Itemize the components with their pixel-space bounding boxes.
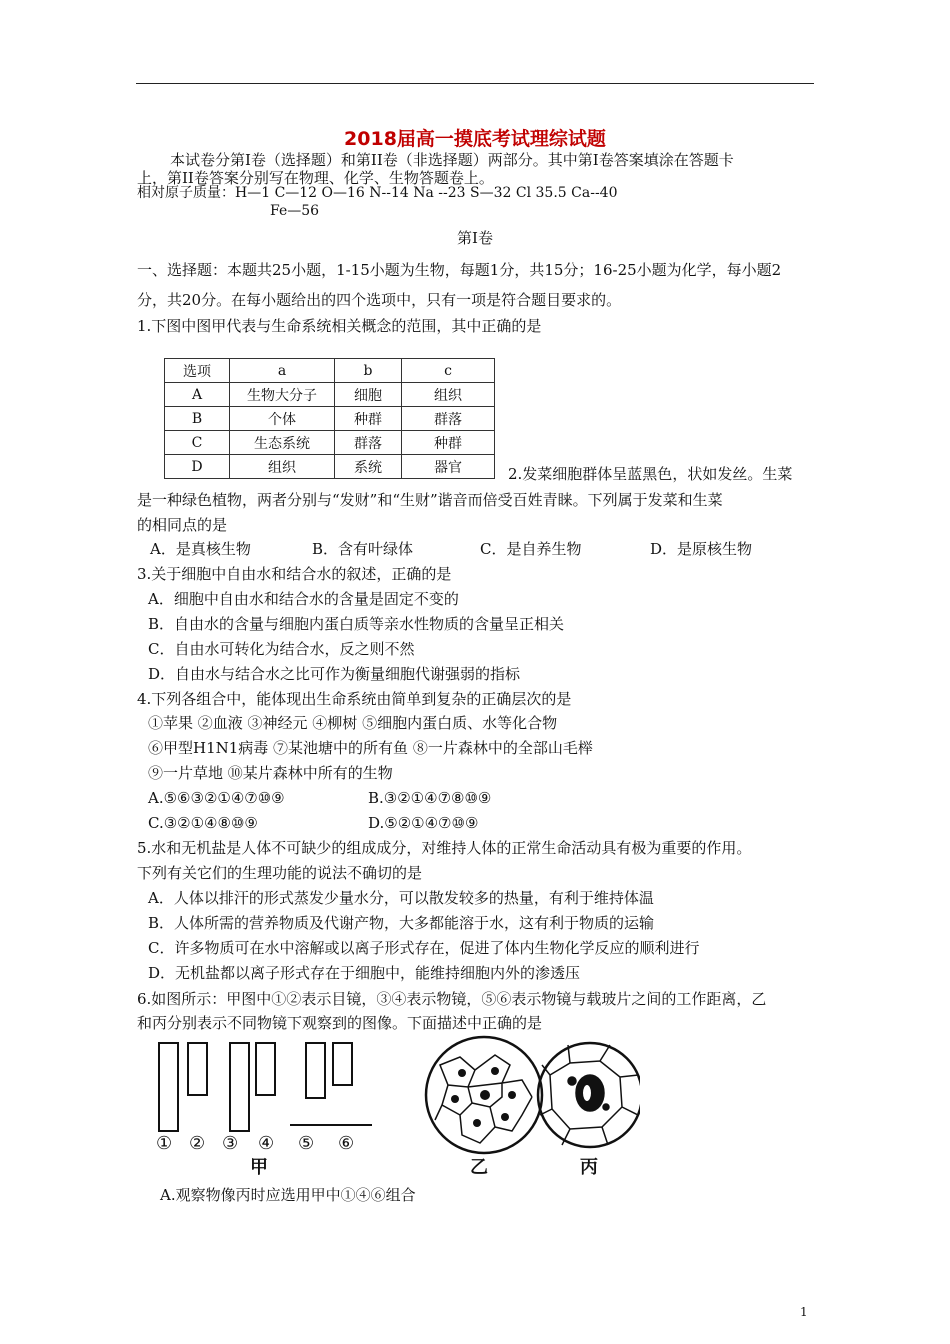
q4-items-line-1: ①苹果 ②血液 ③神经元 ④柳树 ⑤细胞内蛋白质、水等化合物 xyxy=(148,714,558,732)
label-bing: 丙 xyxy=(580,1157,598,1177)
q4-option-d: D.⑤②①④⑦⑩⑨ xyxy=(368,814,479,832)
table-cell: 组织 xyxy=(402,383,495,407)
instructions-line-1: 一、选择题：本题共25小题，1-15小题为生物，每题1分，共15分；16-25小题为化学，每小题2 xyxy=(137,261,782,279)
intro-line-2: 上，第II卷答案分别写在物理、化学、生物答题卷上。 xyxy=(137,169,494,187)
q2-stem-line-2: 是一种绿色植物，两者分别与“发财”和“生财”谐音而倍受百姓青睐。下列属于发菜和生菜 xyxy=(137,491,723,509)
q2-option-a: A．是真核生物 xyxy=(150,540,251,558)
instructions-line-2: 分，共20分。在每小题给出的四个选项中，只有一项是符合题目要求的。 xyxy=(137,291,622,309)
q2-option-c: C．是自养生物 xyxy=(480,540,582,558)
label-num-6: ⑥ xyxy=(338,1133,355,1154)
q5-stem-line-2: 下列有关它们的生理功能的说法不确切的是 xyxy=(137,864,423,882)
q3-option-a: A．细胞中自由水和结合水的含量是固定不变的 xyxy=(148,590,459,608)
table-cell: B xyxy=(165,407,230,431)
label-jia: 甲 xyxy=(250,1157,268,1177)
eyepiece-1 xyxy=(159,1043,178,1131)
label-yi: 乙 xyxy=(470,1157,488,1177)
q6-stem-line-1: 6.如图所示：甲图中①②表示目镜，③④表示物镜，⑤⑥表示物镜与载玻片之间的工作距离，乙 xyxy=(137,990,767,1008)
q4-items-line-2: ⑥甲型H1N1病毒 ⑦某池塘中的所有鱼 ⑧一片森林中的全部山毛榉 xyxy=(148,739,593,757)
table-header-cell: c xyxy=(402,359,495,383)
q6-stem-line-2: 和丙分别表示不同物镜下观察到的图像。下面描述中正确的是 xyxy=(137,1014,543,1032)
eyepiece-2 xyxy=(188,1043,207,1095)
table-row xyxy=(165,455,495,479)
table-cell: 组织 xyxy=(230,455,335,479)
q4-option-c: C.③②①④⑧⑩⑨ xyxy=(148,814,258,832)
objective-4 xyxy=(256,1043,275,1095)
microscope-figure xyxy=(150,1035,640,1177)
label-num-2: ② xyxy=(189,1133,206,1154)
table-row xyxy=(165,431,495,455)
table-row xyxy=(165,383,495,407)
lens-diagram xyxy=(159,1043,372,1131)
q5-option-a: A．人体以排汗的形式蒸发少量水分，可以散发较多的热量，有利于维持体温 xyxy=(148,889,654,907)
table-header-cell: 选项 xyxy=(165,359,230,383)
table-cell: 细胞 xyxy=(335,383,402,407)
q4-items-line-3: ⑨一片草地 ⑩某片森林中所有的生物 xyxy=(148,764,393,782)
label-num-5: ⑤ xyxy=(298,1133,315,1154)
label-num-1: ① xyxy=(156,1133,173,1154)
table-header-row xyxy=(165,359,495,383)
q2-stem-line-3: 的相同点的是 xyxy=(137,516,228,534)
table-cell: C xyxy=(165,431,230,455)
header-rule xyxy=(136,83,814,84)
table-cell: D xyxy=(165,455,230,479)
q1-stem: 1.下图中图甲代表与生命系统相关概念的范围，其中正确的是 xyxy=(137,317,542,335)
q3-stem: 3.关于细胞中自由水和结合水的叙述，正确的是 xyxy=(137,565,452,583)
table-row xyxy=(165,407,495,431)
q4-option-b: B.③②①④⑦⑧⑩⑨ xyxy=(368,789,492,807)
image-bing xyxy=(538,1043,640,1147)
q5-option-b: B．人体所需的营养物质及代谢产物，大多都能溶于水，这有利于物质的运输 xyxy=(148,914,655,932)
working-distance-6 xyxy=(333,1043,352,1085)
table-cell: 种群 xyxy=(335,407,402,431)
table-cell: 群落 xyxy=(335,431,402,455)
q4-option-a: A.⑤⑥③②①④⑦⑩⑨ xyxy=(148,789,285,807)
q4-stem: 4.下列各组合中，能体现出生命系统由简单到复杂的正确层次的是 xyxy=(137,690,572,708)
label-num-4: ④ xyxy=(258,1133,275,1154)
q6-option-a: A.观察物像丙时应选用甲中①④⑥组合 xyxy=(160,1186,416,1204)
q2-option-d: D．是原核生物 xyxy=(650,540,753,558)
table-cell: 个体 xyxy=(230,407,335,431)
q2-option-b: B．含有叶绿体 xyxy=(312,540,414,558)
table-cell: 系统 xyxy=(335,455,402,479)
table-cell: 器官 xyxy=(402,455,495,479)
table-header-cell: b xyxy=(335,359,402,383)
table-cell: 生态系统 xyxy=(230,431,335,455)
q2-stem-line-1: 2.发菜细胞群体呈蓝黑色，状如发丝。生菜 xyxy=(508,465,793,483)
q5-option-d: D．无机盐都以离子形式存在于细胞中，能维持细胞内外的渗透压 xyxy=(148,964,581,982)
label-num-3: ③ xyxy=(222,1133,239,1154)
table-cell: 生物大分子 xyxy=(230,383,335,407)
page-number: 1 xyxy=(800,1305,808,1319)
intro-line-1: 本试卷分第Ⅰ卷（选择题）和第II卷（非选择题）两部分。其中第Ⅰ卷答案填涂在答题卡 xyxy=(170,151,734,169)
atomic-masses-fe: Fe—56 xyxy=(270,203,320,219)
atomic-masses: 相对原子质量：H—1 C—12 O—16 N--14 Na --23 S—32 Cl 35.5 Ca--40 xyxy=(137,185,618,201)
exam-title: 2018届高一摸底考试理综试题 xyxy=(344,128,606,150)
q1-options-table xyxy=(164,358,495,479)
table-cell: 种群 xyxy=(402,431,495,455)
table-cell: A xyxy=(165,383,230,407)
section-heading: 第Ⅰ卷 xyxy=(457,229,493,247)
table-cell: 群落 xyxy=(402,407,495,431)
objective-3 xyxy=(230,1043,249,1131)
q5-option-c: C．许多物质可在水中溶解或以离子形式存在，促进了体内生物化学反应的顺利进行 xyxy=(148,939,700,957)
table-header-cell: a xyxy=(230,359,335,383)
q3-option-b: B．自由水的含量与细胞内蛋白质等亲水性物质的含量呈正相关 xyxy=(148,615,565,633)
q5-stem-line-1: 5.水和无机盐是人体不可缺少的组成成分，对维持人体的正常生命活动具有极为重要的作用。 xyxy=(137,839,752,857)
q3-option-d: D．自由水与结合水之比可作为衡量细胞代谢强弱的指标 xyxy=(148,665,521,683)
working-distance-5 xyxy=(306,1043,325,1098)
image-yi xyxy=(426,1037,542,1153)
q3-option-c: C．自由水可转化为结合水，反之则不然 xyxy=(148,640,415,658)
